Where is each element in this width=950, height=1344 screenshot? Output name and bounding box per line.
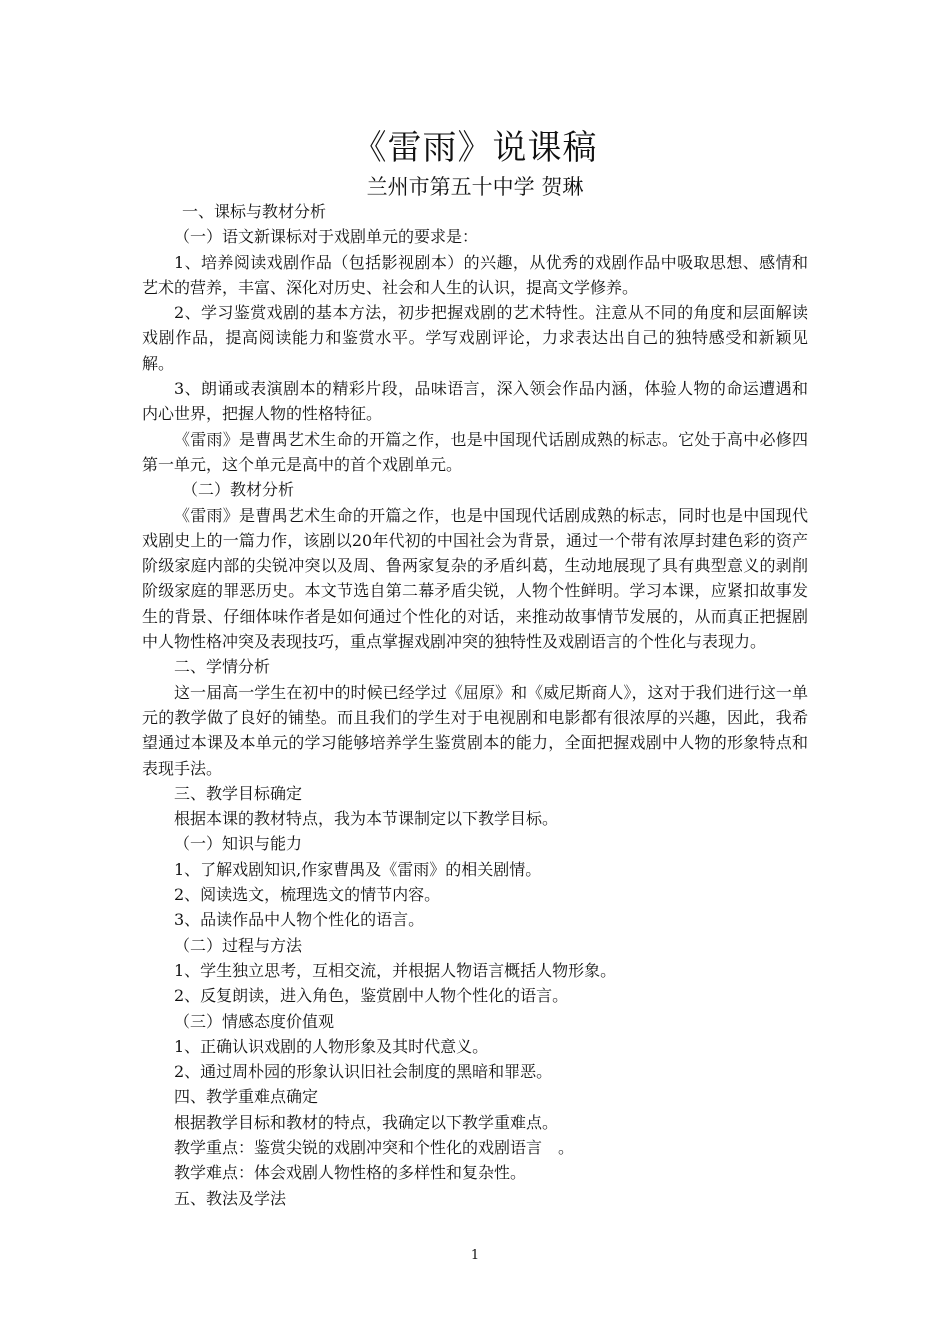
paragraph: 1、培养阅读戏剧作品（包括影视剧本）的兴趣，从优秀的戏剧作品中吸取思想、感情和艺术的营养，丰富、深化对历史、社会和人生的认识，提高文学修养。: [142, 252, 808, 297]
page-subtitle: 兰州市第五十中学 贺琳: [366, 175, 584, 199]
section-heading: 二、学情分析: [174, 657, 271, 677]
subsection-heading: （一）知识与能力: [174, 834, 303, 854]
paragraph: 教学重点：鉴赏尖锐的戏剧冲突和个性化的戏剧语言 。: [174, 1137, 575, 1157]
list-item: 2、通过周朴园的形象认识旧社会制度的黑暗和罪恶。: [174, 1062, 553, 1082]
paragraph: 《雷雨》是曹禺艺术生命的开篇之作，也是中国现代话剧成熟的标志。它处于高中必修四第一单元，这个单元是高中的首个戏剧单元。: [142, 429, 808, 474]
list-item: 2、阅读选文，梳理选文的情节内容。: [174, 885, 441, 905]
section-heading: 一、课标与教材分析: [182, 202, 327, 221]
subsection-heading: （二）教材分析: [182, 480, 295, 500]
list-item: 3、品读作品中人物个性化的语言。: [174, 910, 425, 930]
section-heading: 五、教法及学法: [174, 1188, 287, 1208]
subsection-heading: （二）过程与方法: [174, 935, 303, 955]
list-item: 1、正确认识戏剧的人物形象及其时代意义。: [174, 1036, 489, 1056]
paragraph: 2、学习鉴赏戏剧的基本方法，初步把握戏剧的艺术特性。注意从不同的角度和层面解读戏剧作品，提高阅读能力和鉴赏水平。学写戏剧评论，力求表达出自己的独特感受和新颖见解。: [142, 303, 808, 373]
paragraph: 根据教学目标和教材的特点，我确定以下教学重难点。: [174, 1112, 559, 1132]
paragraph: 这一届高一学生在初中的时候已经学过《屈原》和《威尼斯商人》，这对于我们进行这一单元的教学做了良好的铺垫。而且我们的学生对于电视剧和电影都有很浓厚的兴趣，因此，我希望通过本课及本单元的学习能够培养学生鉴赏剧本的能力，全面把握戏剧中人物的形象特点和表现手法。: [142, 682, 808, 778]
section-heading: 三、教学目标确定: [174, 783, 303, 803]
section-heading: 四、教学重难点确定: [174, 1087, 319, 1107]
list-item: 1、学生独立思考，互相交流，并根据人物语言概括人物形象。: [174, 960, 617, 980]
paragraph: 根据本课的教材特点，我为本节课制定以下教学目标。: [174, 809, 559, 829]
paragraph: 《雷雨》是曹禺艺术生命的开篇之作，也是中国现代话剧成熟的标志，同时也是中国现代戏剧史上的一篇力作，该剧以20年代初的中国社会为背景，通过一个带有浓厚封建色彩的资产阶级家庭内部的尖锐冲突以及周、鲁两家复杂的矛盾纠葛，生动地展现了具有典型意义的剥削阶级家庭的罪恶历史。本文节选自第二幕矛盾尖锐，人物个性鲜明。学习本课，应紧扣故事发生的背景、仔细体味作者是如何通过个性化的对话，来推动故事情节发展的，从而真正把握剧中人物性格冲突及表现技巧，重点掌握戏剧冲突的独特性及戏剧语言的个性化与表现力。: [142, 505, 808, 652]
paragraph: 教学难点：体会戏剧人物性格的多样性和复杂性。: [174, 1163, 527, 1183]
document-body: [142, 199, 808, 1211]
list-item: 2、反复朗读，进入角色，鉴赏剧中人物个性化的语言。: [174, 986, 569, 1006]
page-title: 《雷雨》说课稿: [352, 128, 598, 168]
subsection-heading: （一）语文新课标对于戏剧单元的要求是：: [174, 227, 479, 247]
list-item: 1、了解戏剧知识,作家曹禺及《雷雨》的相关剧情。: [174, 859, 542, 879]
paragraph: 3、朗诵或表演剧本的精彩片段，品味语言，深入领会作品内涵，体验人物的命运遭遇和内心世界，把握人物的性格特征。: [142, 379, 808, 424]
subsection-heading: （三）情感态度价值观: [174, 1011, 335, 1031]
page-number: 1: [470, 1248, 480, 1263]
